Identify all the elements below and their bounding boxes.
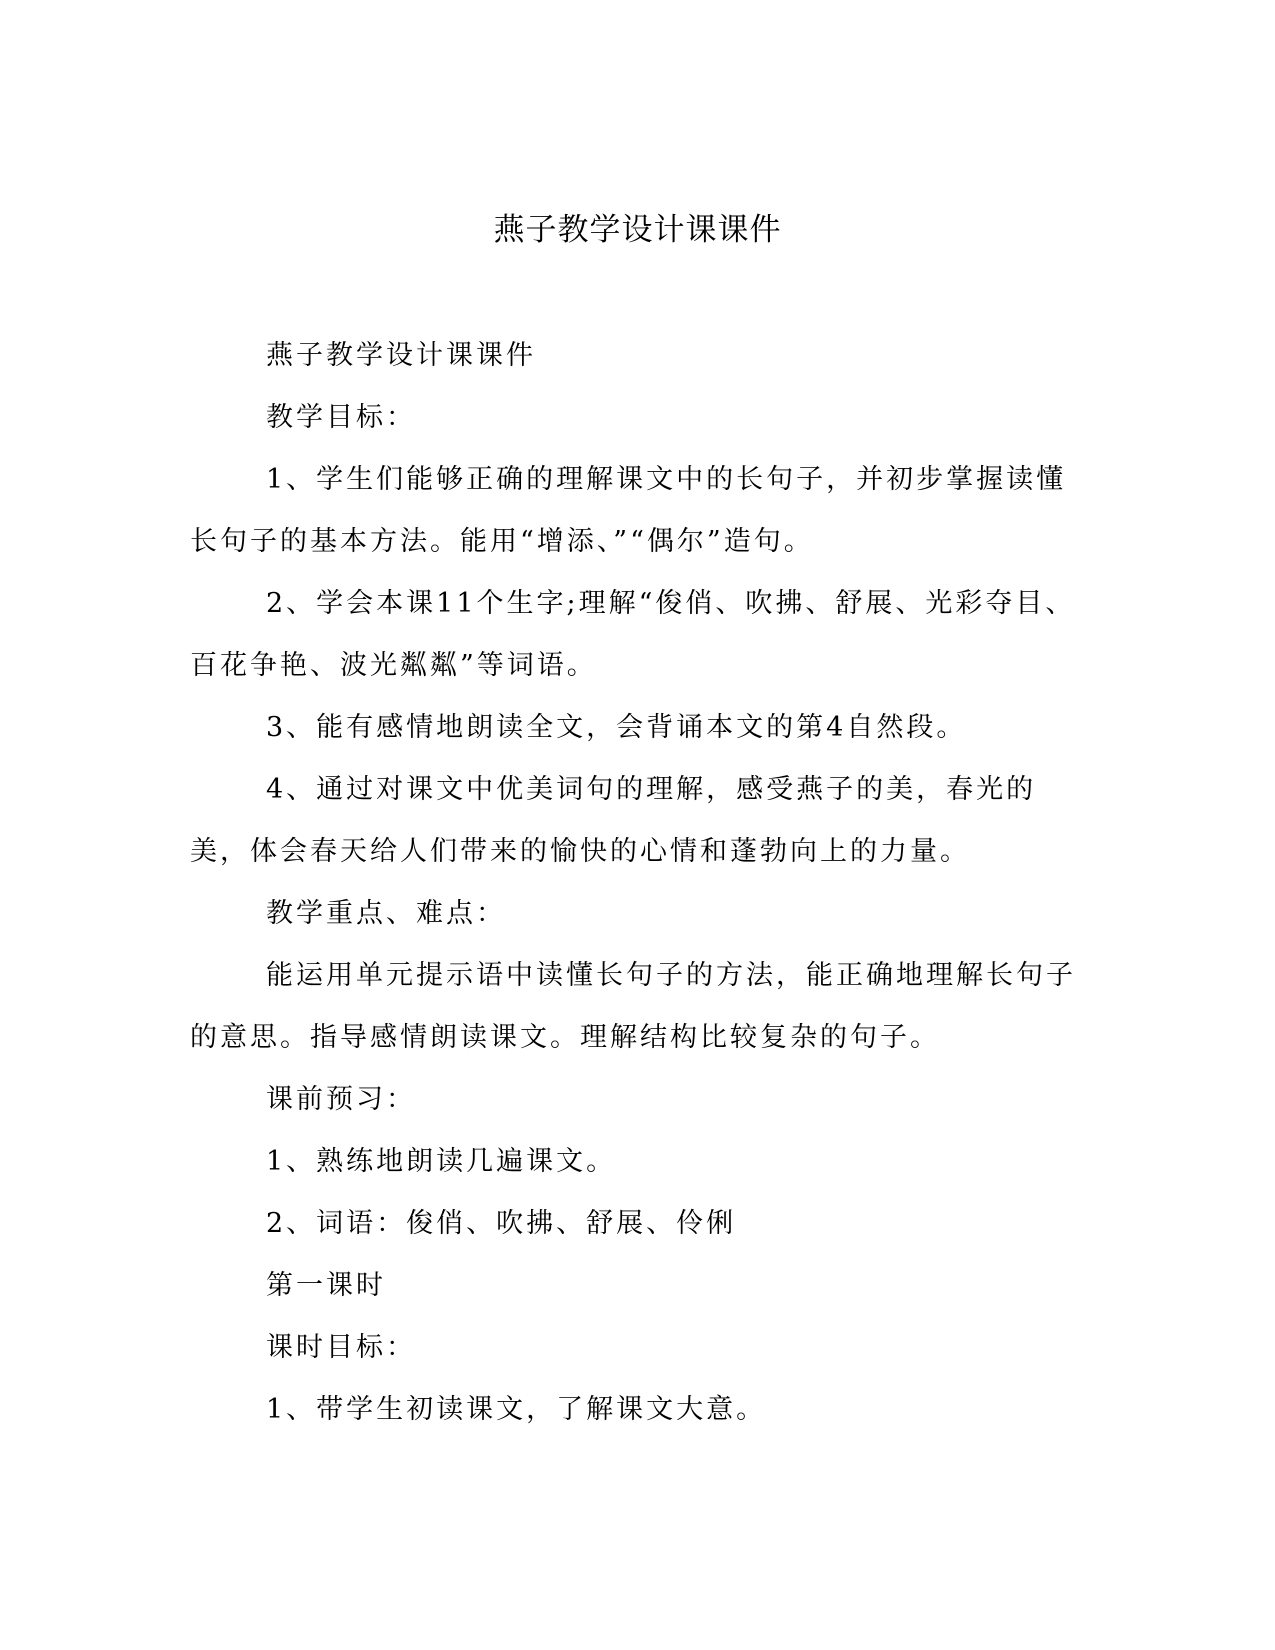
paragraph-goal-3: 3、能有感情地朗读全文，会背诵本文的第4自然段。 bbox=[266, 712, 967, 743]
paragraph-teaching-goals-label: 教学目标： bbox=[266, 402, 416, 433]
paragraph-goal-2: 2、学会本课11个生字;理解“俊俏、吹拂、舒展、光彩夺目、百花争艳、波光粼粼”等词语。 bbox=[190, 588, 1076, 681]
paragraph-goal-4: 4、通过对课文中优美词句的理解，感受燕子的美，春光的美，体会春天给人们带来的愉快的心情和蓬勃向上的力量。 bbox=[190, 774, 1037, 867]
paragraph-preview-1: 1、熟练地朗读几遍课文。 bbox=[266, 1146, 617, 1177]
paragraph-preview-2: 2、词语：俊俏、吹拂、舒展、伶俐 bbox=[266, 1208, 737, 1239]
paragraph-lesson-goals-label: 课时目标： bbox=[266, 1332, 416, 1363]
paragraph-preview-label: 课前预习： bbox=[266, 1084, 416, 1115]
paragraph-lesson-goal-1: 1、带学生初读课文，了解课文大意。 bbox=[266, 1394, 767, 1425]
paragraph-key-points-label: 教学重点、难点： bbox=[266, 898, 506, 929]
paragraph-goal-1: 1、学生们能够正确的理解课文中的长句子，并初步掌握读懂长句子的基本方法。能用“增添、”“偶尔”造句。 bbox=[190, 464, 1067, 557]
paragraph-heading-repeat: 燕子教学设计课课件 bbox=[266, 340, 536, 371]
document-title: 燕子教学设计课课件 bbox=[493, 212, 782, 248]
document-body bbox=[190, 325, 1080, 1441]
paragraph-first-lesson: 第一课时 bbox=[266, 1270, 386, 1301]
paragraph-key-points: 能运用单元提示语中读懂长句子的方法，能正确地理解长句子的意思。指导感情朗读课文。理解结构比较复杂的句子。 bbox=[190, 960, 1076, 1053]
